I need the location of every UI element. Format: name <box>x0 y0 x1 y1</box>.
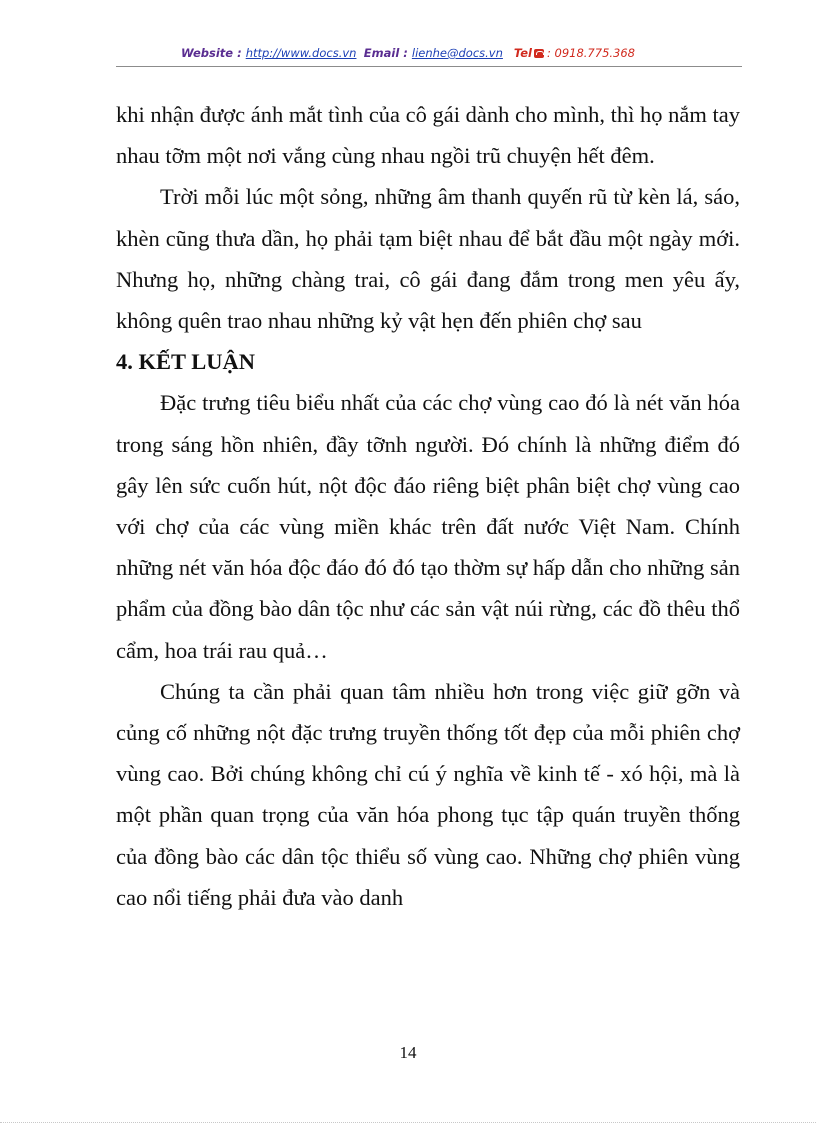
page-number: 14 <box>399 1043 417 1062</box>
header-divider <box>116 66 742 67</box>
website-separator: : <box>233 46 246 60</box>
phone-icon <box>534 49 544 58</box>
email-link[interactable]: lienhe@docs.vn <box>411 46 503 60</box>
section-heading: 4. KẾT LUẬN <box>116 349 255 375</box>
paragraph: Đặc trưng tiêu biểu nhất của các chợ vùng cao đó là nét văn hóa trong sáng hồn nhiên, đầy tỡnh người. Đó chính là những điểm đó gây lên sức cuốn hút, nột độc đáo riêng biệt phân biệt chợ vùng cao với chợ của các vùng miền khác trên đất nước Việt Nam. Chính những nét văn hóa độc đáo đó đó tạo thờm sự hấp dẫn cho những sản phẩm của đồng bào dân tộc như các sản vật núi rừng, các đồ thêu thổ cẩm, hoa trái rau quả… <box>116 390 740 663</box>
email-label: Email <box>363 46 400 60</box>
website-link[interactable]: http://www.docs.vn <box>245 46 357 60</box>
page-header <box>0 46 816 60</box>
document-body <box>116 94 740 918</box>
website-label: Website <box>181 46 234 60</box>
paragraph: Trời mỗi lúc một sỏng, những âm thanh quyến rũ từ kèn lá, sáo, khèn cũng thưa dần, họ phải tạm biệt nhau để bắt đầu một ngày mới. Nhưng họ, những chàng trai, cô gái đang đắm trong men yêu ấy, không quên trao nhau những kỷ vật hẹn đến phiên chợ sau <box>116 184 740 334</box>
paragraph-continuation: khi nhận được ánh mắt tình của cô gái dành cho mình, thì họ nắm tay nhau tỡm một nơi vắng cùng nhau ngồi trũ chuyện hết đêm. <box>116 102 740 169</box>
email-separator: : <box>399 46 412 60</box>
tel-label: Tel <box>513 46 532 60</box>
paragraph: Chúng ta cần phải quan tâm nhiều hơn trong việc giữ gỡn và củng cố những nột đặc trưng truyền thống tốt đẹp của mỗi phiên chợ vùng cao. Bởi chúng không chỉ cú ý nghĩa về kinh tế - xó hội, mà là một phần quan trọng của văn hóa phong tục tập quán truyền thống của đồng bào các dân tộc thiểu số vùng cao. Những chợ phiên vùng cao nổi tiếng phải đưa vào danh <box>116 678 740 910</box>
tel-value: : 0918.775.368 <box>546 46 635 60</box>
